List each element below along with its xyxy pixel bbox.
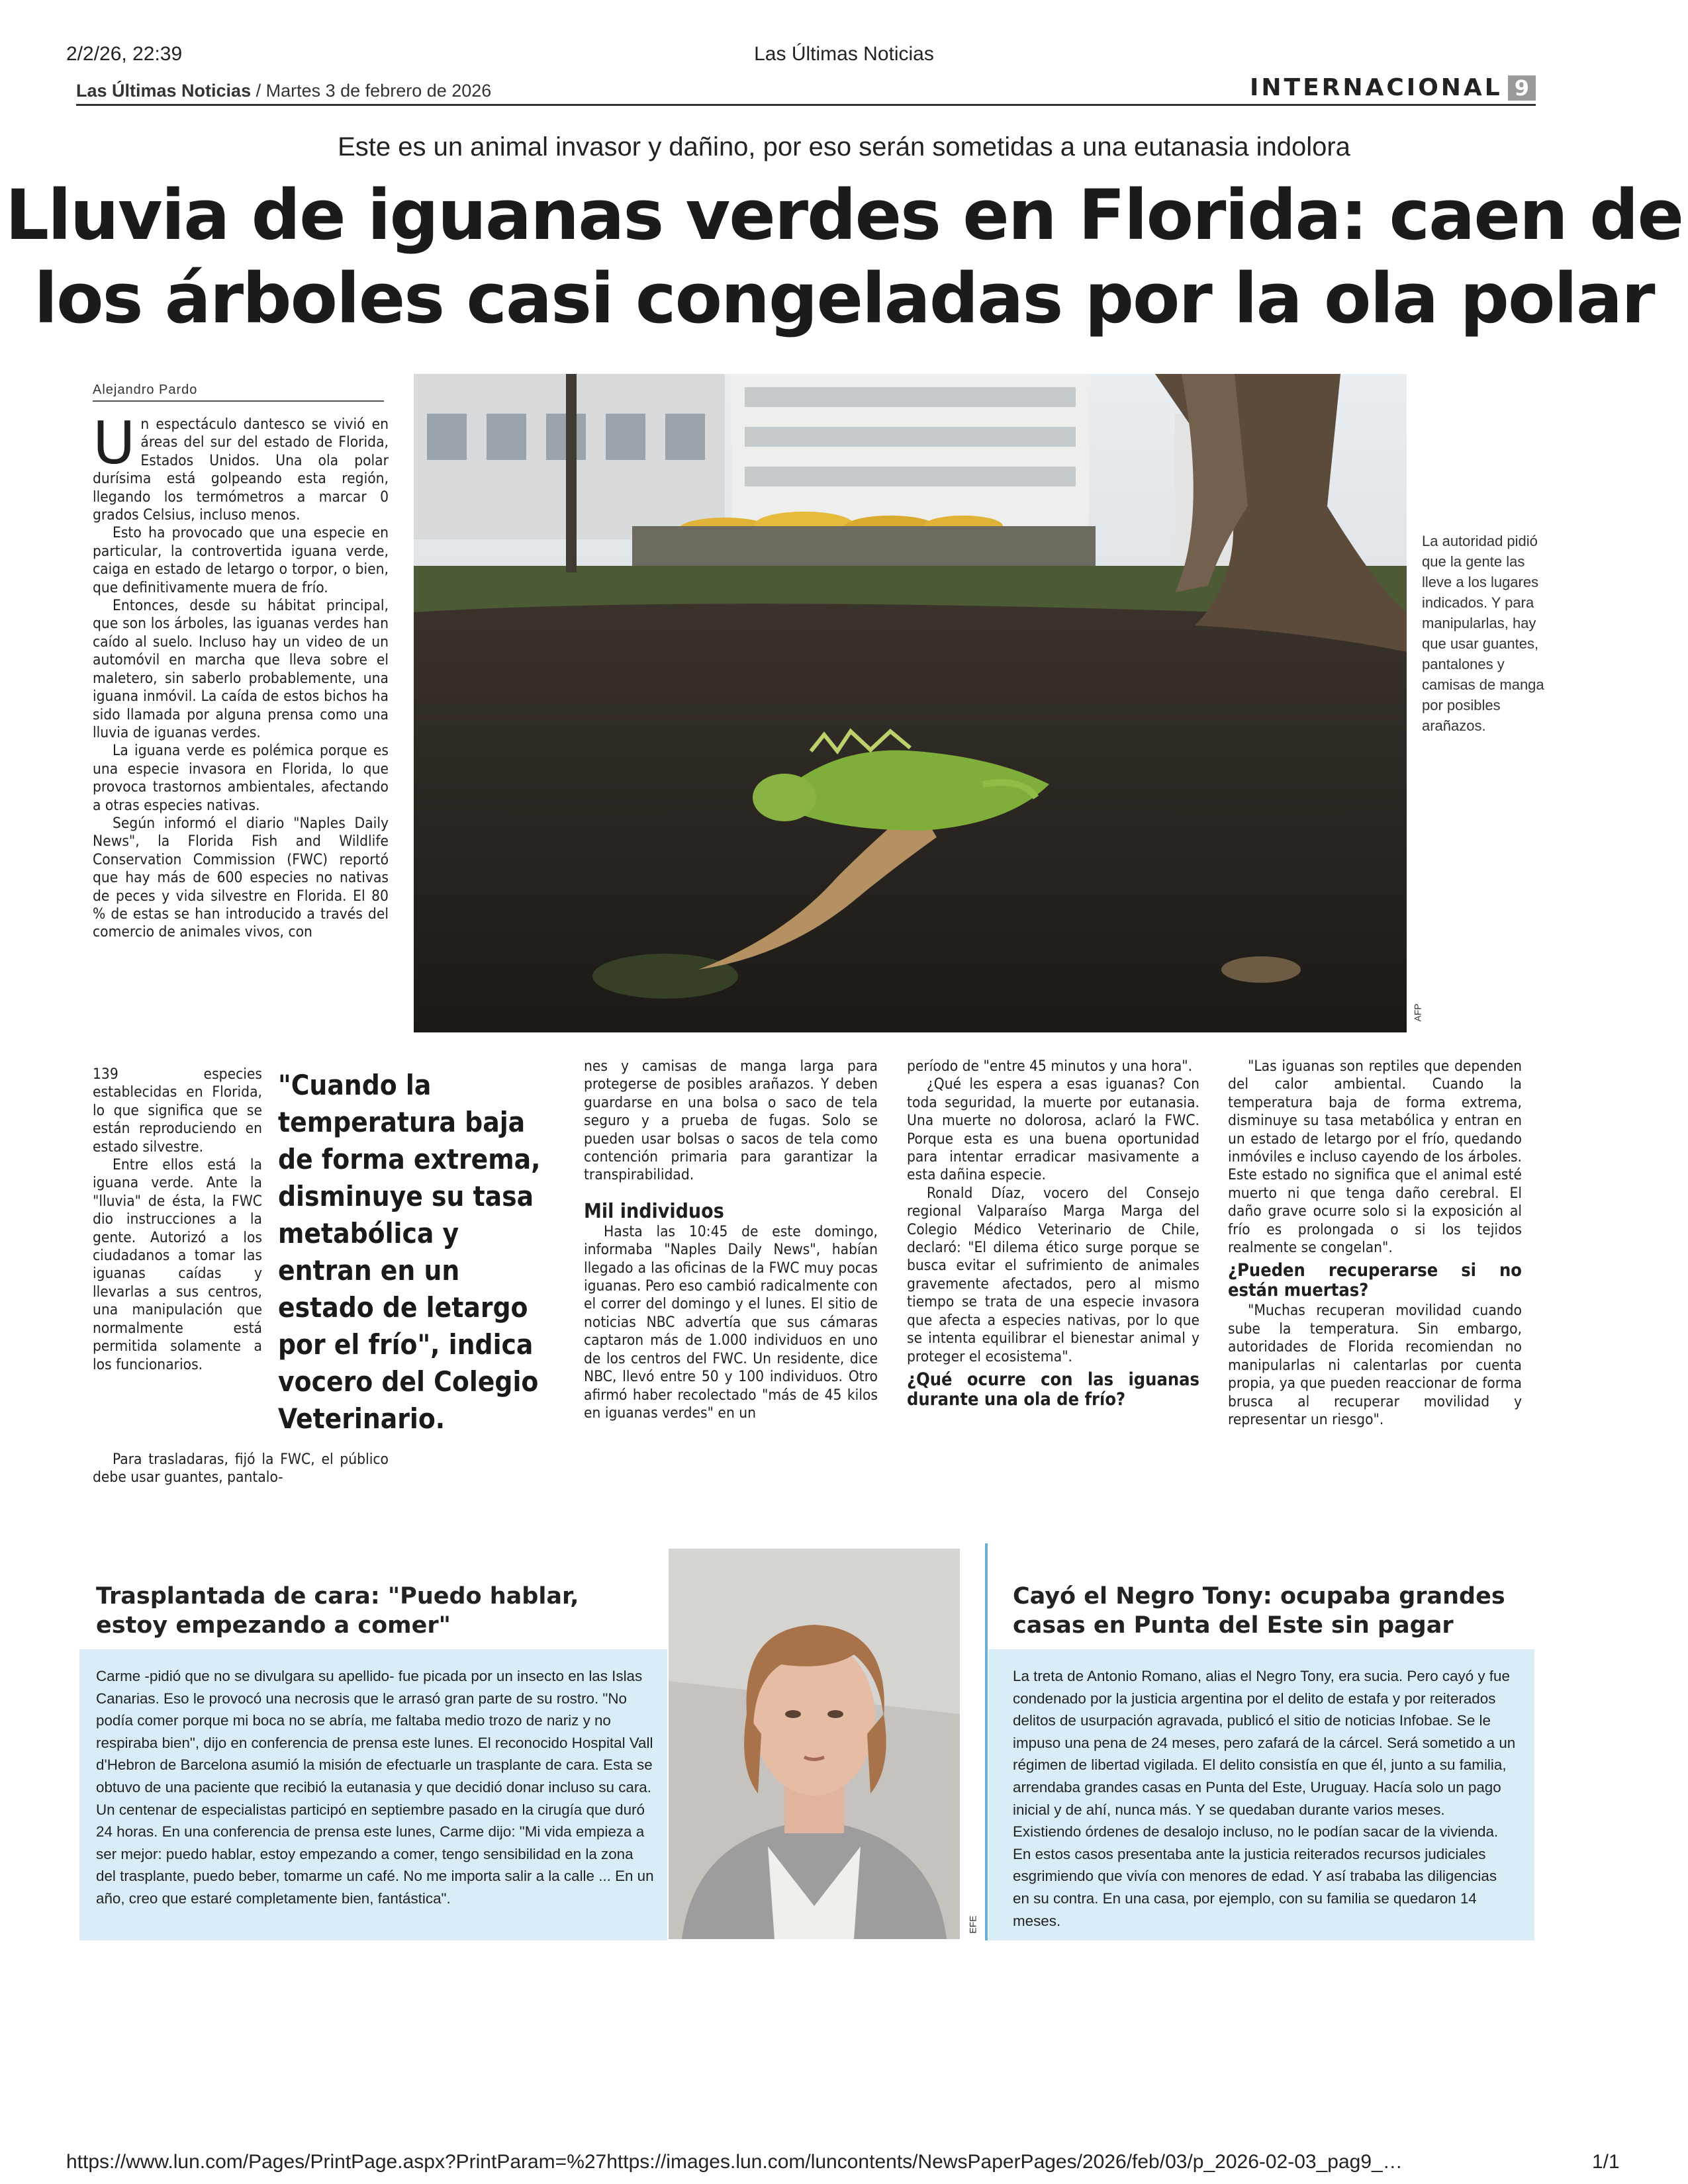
portrait-photo bbox=[669, 1549, 960, 1939]
paragraph: ¿Qué les espera a esas iguanas? Con toda seguridad, la muerte por eutanasia. Una muerte no dolorosa, aclaró la FWC. Porque esta es una buena oportunidad para intentar erradicar masivamente a esta dañina especie. bbox=[907, 1075, 1199, 1184]
photo-caption: La autoridad pidió que la gente las lleve a los lugares indicados. Y para manipularlas, hay que usar guantes, pantalones y camisas de manga por posibles arañazos. bbox=[1422, 533, 1544, 734]
paragraph: Entonces, desde su hábitat principal, que son los árboles, las iguanas verdes han caído al suelo. Incluso hay un video de un automóvil en marcha que lleva sobre el maletero, sin saberlo probablemente, una iguana inmóvil. La caída de estos bichos ha sido llamada por alguna prensa como una lluvia de iguanas verdes. bbox=[93, 597, 389, 741]
paragraph: "Muchas recuperan movilidad cuando sube la temperatura. Sin embargo, autoridades de Florida recomiendan no manipularlas ni calentarlas por cuenta propia, ya que pueden reaccionar de forma brusca al recuperar movilidad y representar un riesgo". bbox=[1228, 1302, 1522, 1428]
paragraph: período de "entre 45 minutos y una hora". bbox=[907, 1058, 1193, 1075]
dropcap: U bbox=[93, 409, 136, 477]
brief-right-body: La treta de Antonio Romano, alias el Negro Tony, era sucia. Pero cayó y fue condenado por la justicia argentina por el delito de estafa y por reiterados delitos de usurpación agravada, publicó el sitio de noticias Infobae. Se le impuso una pena de 24 meses, pero zafará de la cárcel. Será sometido a un régimen de libertad vigilada. El delito consistía en que él, junto a su familia, arrendaba grandes casas en Punta del Este, Uruguay. Hacía solo un pago inicial y de ahí, nunca más. Y se quedaban durante varios meses. Existiendo órdenes de desalojo incluso, no le podían sacar de la vivienda. En estos casos presentaba ante la justicia reiterados recursos judiciales esgrimiendo que vivía con menores de edad. Y así trababa las diligencias en su contra. En una casa, por ejemplo, con su familia se quedaron 14 meses. bbox=[1013, 1668, 1516, 1929]
article-column-2 bbox=[584, 1058, 878, 1422]
paragraph: Esto ha provocado que una especie en particular, la controvertida iguana verde, caiga en estado de letargo o torpor, o bien, que definitivamente muera de frío. bbox=[93, 524, 389, 596]
iguana-photo bbox=[414, 374, 1407, 1032]
portrait-credit: EFE bbox=[967, 1915, 978, 1934]
article-headline bbox=[0, 173, 1688, 340]
paragraph: Entre ellos está la iguana verde. Ante la "lluvia" de ésta, la FWC dio instrucciones a la gente. Autorizó a los ciudadanos a tomar las iguanas caídas y llevarlas a sus centros, una manipulación que normalmente está permitida solamente a los funcionarios. bbox=[93, 1156, 262, 1373]
subheading-question: ¿Qué ocurre con las iguanas durante una ola de frío? bbox=[907, 1369, 1199, 1410]
paragraph: Para trasladaras, fijó la FWC, el público debe usar guantes, pantalo- bbox=[93, 1451, 389, 1486]
article-column-3 bbox=[907, 1058, 1199, 1411]
print-timestamp: 2/2/26, 22:39 bbox=[66, 43, 183, 65]
section-name: INTERNACIONAL bbox=[1250, 74, 1503, 101]
headline-line-2: los árboles casi congeladas por la ola polar bbox=[34, 258, 1654, 339]
print-page-title: Las Últimas Noticias bbox=[754, 43, 934, 65]
brief-left-box bbox=[79, 1649, 667, 1940]
brief-right-headline: Cayó el Negro Tony: ocupaba grandes casas en Punta del Este sin pagar bbox=[1013, 1583, 1505, 1639]
paragraph: n espectáculo dantesco se vivió en áreas del sur del estado de Florida, Estados Unidos. Una ola polar durísima está golpeando esta región, llegando los termómetros a marcar 0 grados Celsius, incluso menos. bbox=[93, 416, 389, 524]
iguana-photo-illustration bbox=[414, 374, 1407, 1032]
section-label bbox=[1250, 74, 1536, 101]
article-column-1 bbox=[93, 409, 389, 942]
pull-quote: "Cuando la temperatura baja de forma extrema, disminuye su tasa metabólica y entran en un estado de letargo por el frío", indica vocero del Colegio Veterinario. bbox=[278, 1069, 541, 1435]
paragraph: "Las iguanas son reptiles que dependen del calor ambiental. Cuando la temperatura baja de forma extrema, disminuye su tasa metabólica y entran en un estado de letargo por el frío, quedando inmóviles e incluso cayendo de los árboles. Este estado no significa que el animal esté muerto ni que tenga daño cerebral. El daño grave ocurre solo si la exposición al frío es prolongada o si los tejidos realmente se congelan". bbox=[1228, 1058, 1522, 1257]
paragraph: 139 especies establecidas en Florida, lo que significa que se están reproduciendo en estado silvestre. bbox=[93, 1066, 262, 1156]
brief-right-box bbox=[988, 1649, 1534, 1940]
article-column-1-narrow bbox=[93, 1066, 262, 1374]
brief-left-headline: Trasplantada de cara: "Puedo hablar, estoy empezando a comer" bbox=[96, 1583, 579, 1639]
paper-name: Las Últimas Noticias bbox=[76, 81, 252, 101]
article-kicker: Este es un animal invasor y dañino, por eso serán sometidas a una eutanasia indolora bbox=[338, 132, 1350, 161]
headline-line-1: Lluvia de iguanas verdes en Florida: caen de bbox=[5, 175, 1683, 255]
paragraph: Según informó el diario "Naples Daily News", la Florida Fish and Wildlife Conservation Commission (FWC) reportó que hay más de 600 especies no nativas de peces y vida silvestre en Florida. El 80 % de estas se han introducido a través del comercio de animales vivos, con bbox=[93, 814, 389, 941]
subheading-question: ¿Pueden recuperarse si no están muertas? bbox=[1228, 1260, 1522, 1301]
paragraph: La iguana verde es polémica porque es una especie invasora en Florida, lo que provoca trastornos ambientales, afectando a otras especies nativas. bbox=[93, 742, 389, 814]
print-url[interactable]: https://www.lun.com/Pages/PrintPage.aspx?PrintParam=%27https://images.lun.com/luncontents/NewsPaperPages/2026/feb/03/p_2026-02-03_pag9_… bbox=[66, 2151, 1403, 2173]
masthead-rule bbox=[76, 104, 1536, 106]
byline: Alejandro Pardo bbox=[93, 383, 384, 402]
issue-date: / Martes 3 de febrero de 2026 bbox=[251, 81, 492, 101]
paragraph: nes y camisas de manga larga para protegerse de posibles arañazos. Y deben guardarse en una bolsa o saco de tela seguro y a prueba de fugas. Solo se pueden usar bolsas o sacos de tela como contención primaria para garantizar la transpirabilidad. bbox=[584, 1058, 878, 1184]
photo-credit: AFP bbox=[1412, 1003, 1423, 1022]
paragraph: Hasta las 10:45 de este domingo, informaba "Naples Daily News", habían llegado a las oficinas de la FWC muy pocas iguanas. Pero eso cambió radicalmente con el correr del domingo y el lunes. El sitio de noticias NBC advertía que sus cámaras captaron más de 1.000 individuos en uno de los centros del FWC. Un residente, dice NBC, llevó entre 50 y 100 individuos. Otro afirmó haber recolectado "más de 45 kilos en iguanas verdes" en un bbox=[584, 1222, 878, 1422]
article-column-1-bottom bbox=[93, 1451, 389, 1487]
page-number: 9 bbox=[1508, 75, 1536, 101]
accent-rule bbox=[985, 1543, 988, 1940]
brief-left-body: Carme -pidió que no se divulgara su apellido- fue picada por un insecto en las Islas Canarias. Eso le provocó una necrosis que le arrasó gran parte de su rostro. "No podía comer porque mi boca no se abría, me faltaba medio trozo de nariz y no respiraba bien", dijo en conferencia de prensa este lunes. El reconocido Hospital Vall d'Hebron de Barcelona asumió la misión de efectuarle un trasplante de cara. Esta se obtuvo de una paciente que recibió la eutanasia y que decidió donar incluso su cara. Un centenar de especialistas participó en septiembre pasado en la cirugía que duró 24 horas. En una conferencia de prensa este lunes, Carme dijo: "Mi vida empieza a ser mejor: puedo hablar, estoy empezando a comer, tengo sensibilidad en la zona del trasplante, puedo beber, tomarme un café. No me importa salir a la calle ... En un año, creo que estaré completamente bien, fantástica". bbox=[96, 1668, 654, 1907]
portrait-illustration bbox=[669, 1549, 960, 1939]
article-column-4 bbox=[1228, 1058, 1522, 1429]
paragraph: Ronald Díaz, vocero del Consejo regional Valparaíso Marga Marga del Colegio Médico Veterinario de Chile, declaró: "El dilema ético surge porque se busca evitar el sufrimiento de animales gravemente afectados, pero al mismo tiempo se trata de una especie invasora que afecta a especies nativas, por lo que se intenta equilibrar el bienestar animal y proteger el ecosistema". bbox=[907, 1184, 1199, 1365]
print-page-count: 1/1 bbox=[1592, 2151, 1620, 2173]
subheading: Mil individuos bbox=[584, 1199, 724, 1223]
dateline bbox=[76, 81, 491, 101]
